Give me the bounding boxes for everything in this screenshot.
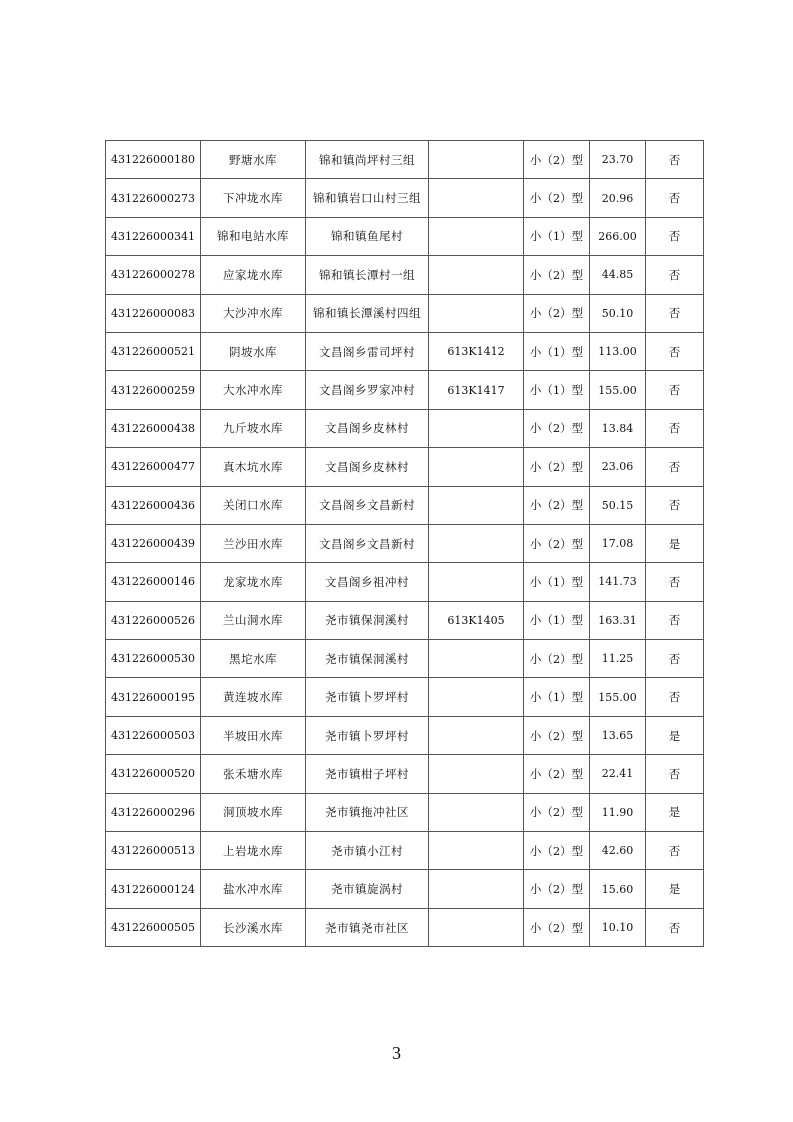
reservoir-location-cell: 文昌阁乡罗家冲村 [306,371,429,409]
reservoir-code-cell: 431226000521 [106,332,201,370]
reservoir-number-cell: 613K1412 [429,332,524,370]
reservoir-name-cell: 九斤坡水库 [201,409,306,447]
reservoir-capacity-cell: 11.90 [590,793,646,831]
reservoir-code-cell: 431226000278 [106,256,201,294]
reservoir-code-cell: 431226000505 [106,908,201,946]
reservoir-number-cell [429,448,524,486]
reservoir-flag-cell: 否 [646,371,704,409]
reservoir-location-cell: 尧市镇卜罗坪村 [306,716,429,754]
reservoir-code-cell: 431226000124 [106,870,201,908]
table-row [106,294,704,332]
table-row [106,371,704,409]
reservoir-name-cell: 兰沙田水库 [201,524,306,562]
table-row [106,755,704,793]
reservoir-code-cell: 431226000438 [106,409,201,447]
reservoir-flag-cell: 否 [646,908,704,946]
reservoir-code-cell: 431226000436 [106,486,201,524]
reservoir-type-cell: 小（2）型 [524,870,590,908]
reservoir-location-cell: 锦和镇岩口山村三组 [306,179,429,217]
reservoir-number-cell: 613K1417 [429,371,524,409]
reservoir-code-cell: 431226000477 [106,448,201,486]
reservoir-location-cell: 尧市镇柑子坪村 [306,755,429,793]
reservoir-type-cell: 小（2）型 [524,640,590,678]
reservoir-capacity-cell: 23.06 [590,448,646,486]
table-row [106,716,704,754]
table-row [106,524,704,562]
reservoir-number-cell [429,640,524,678]
reservoir-type-cell: 小（1）型 [524,371,590,409]
table-row [106,179,704,217]
reservoir-name-cell: 张禾塘水库 [201,755,306,793]
reservoir-capacity-cell: 155.00 [590,678,646,716]
reservoir-number-cell [429,294,524,332]
reservoir-number-cell [429,179,524,217]
reservoir-capacity-cell: 44.85 [590,256,646,294]
reservoir-capacity-cell: 50.10 [590,294,646,332]
reservoir-number-cell [429,716,524,754]
reservoir-location-cell: 文昌阁乡雷司坪村 [306,332,429,370]
reservoir-number-cell [429,793,524,831]
reservoir-name-cell: 上岩垅水库 [201,832,306,870]
table-row [106,601,704,639]
reservoir-flag-cell: 否 [646,409,704,447]
reservoir-number-cell [429,870,524,908]
reservoir-flag-cell: 否 [646,332,704,370]
reservoir-flag-cell: 是 [646,870,704,908]
reservoir-type-cell: 小（2）型 [524,141,590,179]
reservoir-number-cell [429,256,524,294]
reservoir-name-cell: 长沙溪水库 [201,908,306,946]
reservoir-flag-cell: 否 [646,294,704,332]
table-row [106,640,704,678]
reservoir-flag-cell: 是 [646,524,704,562]
reservoir-number-cell [429,217,524,255]
table-row [106,793,704,831]
reservoir-code-cell: 431226000503 [106,716,201,754]
reservoir-capacity-cell: 20.96 [590,179,646,217]
reservoir-capacity-cell: 155.00 [590,371,646,409]
reservoir-flag-cell: 否 [646,640,704,678]
reservoir-number-cell [429,486,524,524]
reservoir-type-cell: 小（2）型 [524,908,590,946]
reservoir-flag-cell: 否 [646,141,704,179]
reservoir-flag-cell: 是 [646,716,704,754]
reservoir-location-cell: 文昌阁乡皮林村 [306,409,429,447]
reservoir-code-cell: 431226000530 [106,640,201,678]
reservoir-name-cell: 龙家垅水库 [201,563,306,601]
reservoir-type-cell: 小（2）型 [524,793,590,831]
reservoir-flag-cell: 否 [646,217,704,255]
reservoir-name-cell: 兰山洞水库 [201,601,306,639]
reservoir-flag-cell: 否 [646,486,704,524]
table-row [106,678,704,716]
reservoir-number-cell [429,524,524,562]
reservoir-number-cell [429,755,524,793]
reservoir-type-cell: 小（1）型 [524,217,590,255]
reservoir-location-cell: 文昌阁乡文昌新村 [306,524,429,562]
reservoir-location-cell: 锦和镇长潭溪村四组 [306,294,429,332]
reservoir-code-cell: 431226000195 [106,678,201,716]
reservoir-code-cell: 431226000259 [106,371,201,409]
reservoir-number-cell [429,832,524,870]
reservoir-location-cell: 文昌阁乡文昌新村 [306,486,429,524]
table-row [106,256,704,294]
reservoir-flag-cell: 否 [646,755,704,793]
reservoir-name-cell: 应家垅水库 [201,256,306,294]
reservoir-name-cell: 下冲垅水库 [201,179,306,217]
reservoir-location-cell: 文昌阁乡祖冲村 [306,563,429,601]
reservoir-name-cell: 真木坑水库 [201,448,306,486]
reservoir-code-cell: 431226000146 [106,563,201,601]
reservoir-capacity-cell: 163.31 [590,601,646,639]
reservoir-location-cell: 锦和镇鱼尾村 [306,217,429,255]
reservoir-location-cell: 尧市镇卜罗坪村 [306,678,429,716]
reservoir-number-cell: 613K1405 [429,601,524,639]
reservoir-number-cell [429,678,524,716]
table-row [106,832,704,870]
reservoir-number-cell [429,908,524,946]
reservoir-flag-cell: 否 [646,179,704,217]
reservoir-name-cell: 关闭口水库 [201,486,306,524]
reservoir-type-cell: 小（2）型 [524,486,590,524]
reservoir-table [105,140,704,947]
reservoir-capacity-cell: 11.25 [590,640,646,678]
reservoir-capacity-cell: 13.65 [590,716,646,754]
reservoir-location-cell: 尧市镇保洞溪村 [306,640,429,678]
reservoir-code-cell: 431226000513 [106,832,201,870]
reservoir-flag-cell: 否 [646,832,704,870]
reservoir-capacity-cell: 23.70 [590,141,646,179]
reservoir-type-cell: 小（1）型 [524,332,590,370]
reservoir-type-cell: 小（2）型 [524,256,590,294]
reservoir-capacity-cell: 266.00 [590,217,646,255]
reservoir-flag-cell: 否 [646,448,704,486]
reservoir-table-body [106,141,704,947]
reservoir-number-cell [429,409,524,447]
table-row [106,141,704,179]
table-row [106,217,704,255]
reservoir-capacity-cell: 13.84 [590,409,646,447]
reservoir-location-cell: 锦和镇长潭村一组 [306,256,429,294]
reservoir-capacity-cell: 17.08 [590,524,646,562]
reservoir-name-cell: 黄连坡水库 [201,678,306,716]
reservoir-type-cell: 小（1）型 [524,678,590,716]
reservoir-type-cell: 小（2）型 [524,409,590,447]
reservoir-location-cell: 文昌阁乡皮林村 [306,448,429,486]
reservoir-location-cell: 尧市镇旋涡村 [306,870,429,908]
reservoir-capacity-cell: 113.00 [590,332,646,370]
reservoir-name-cell: 黑坨水库 [201,640,306,678]
reservoir-name-cell: 阴坡水库 [201,332,306,370]
reservoir-name-cell: 大水冲水库 [201,371,306,409]
reservoir-flag-cell: 否 [646,678,704,716]
reservoir-name-cell: 野塘水库 [201,141,306,179]
reservoir-location-cell: 锦和镇尚坪村三组 [306,141,429,179]
reservoir-location-cell: 尧市镇拖冲社区 [306,793,429,831]
reservoir-type-cell: 小（1）型 [524,601,590,639]
reservoir-capacity-cell: 10.10 [590,908,646,946]
reservoir-name-cell: 洞顶坡水库 [201,793,306,831]
reservoir-type-cell: 小（2）型 [524,716,590,754]
reservoir-number-cell [429,563,524,601]
reservoir-name-cell: 大沙冲水库 [201,294,306,332]
reservoir-flag-cell: 否 [646,601,704,639]
reservoir-code-cell: 431226000526 [106,601,201,639]
reservoir-type-cell: 小（2）型 [524,524,590,562]
reservoir-code-cell: 431226000083 [106,294,201,332]
table-row [106,409,704,447]
reservoir-capacity-cell: 50.15 [590,486,646,524]
page-number: 3 [392,1043,401,1063]
reservoir-capacity-cell: 22.41 [590,755,646,793]
reservoir-capacity-cell: 141.73 [590,563,646,601]
reservoir-code-cell: 431226000520 [106,755,201,793]
reservoir-location-cell: 尧市镇小江村 [306,832,429,870]
table-row [106,486,704,524]
reservoir-flag-cell: 是 [646,793,704,831]
reservoir-code-cell: 431226000296 [106,793,201,831]
reservoir-type-cell: 小（2）型 [524,755,590,793]
table-row [106,448,704,486]
reservoir-type-cell: 小（2）型 [524,179,590,217]
reservoir-type-cell: 小（2）型 [524,832,590,870]
reservoir-code-cell: 431226000439 [106,524,201,562]
reservoir-type-cell: 小（1）型 [524,563,590,601]
table-row [106,332,704,370]
reservoir-type-cell: 小（2）型 [524,448,590,486]
reservoir-name-cell: 盐水冲水库 [201,870,306,908]
table-row [106,563,704,601]
reservoir-flag-cell: 否 [646,256,704,294]
reservoir-flag-cell: 否 [646,563,704,601]
reservoir-type-cell: 小（2）型 [524,294,590,332]
reservoir-code-cell: 431226000180 [106,141,201,179]
reservoir-location-cell: 尧市镇尧市社区 [306,908,429,946]
reservoir-number-cell [429,141,524,179]
reservoir-code-cell: 431226000341 [106,217,201,255]
reservoir-name-cell: 锦和电站水库 [201,217,306,255]
reservoir-location-cell: 尧市镇保洞溪村 [306,601,429,639]
reservoir-capacity-cell: 15.60 [590,870,646,908]
table-row [106,908,704,946]
reservoir-code-cell: 431226000273 [106,179,201,217]
reservoir-name-cell: 半坡田水库 [201,716,306,754]
reservoir-capacity-cell: 42.60 [590,832,646,870]
table-row [106,870,704,908]
